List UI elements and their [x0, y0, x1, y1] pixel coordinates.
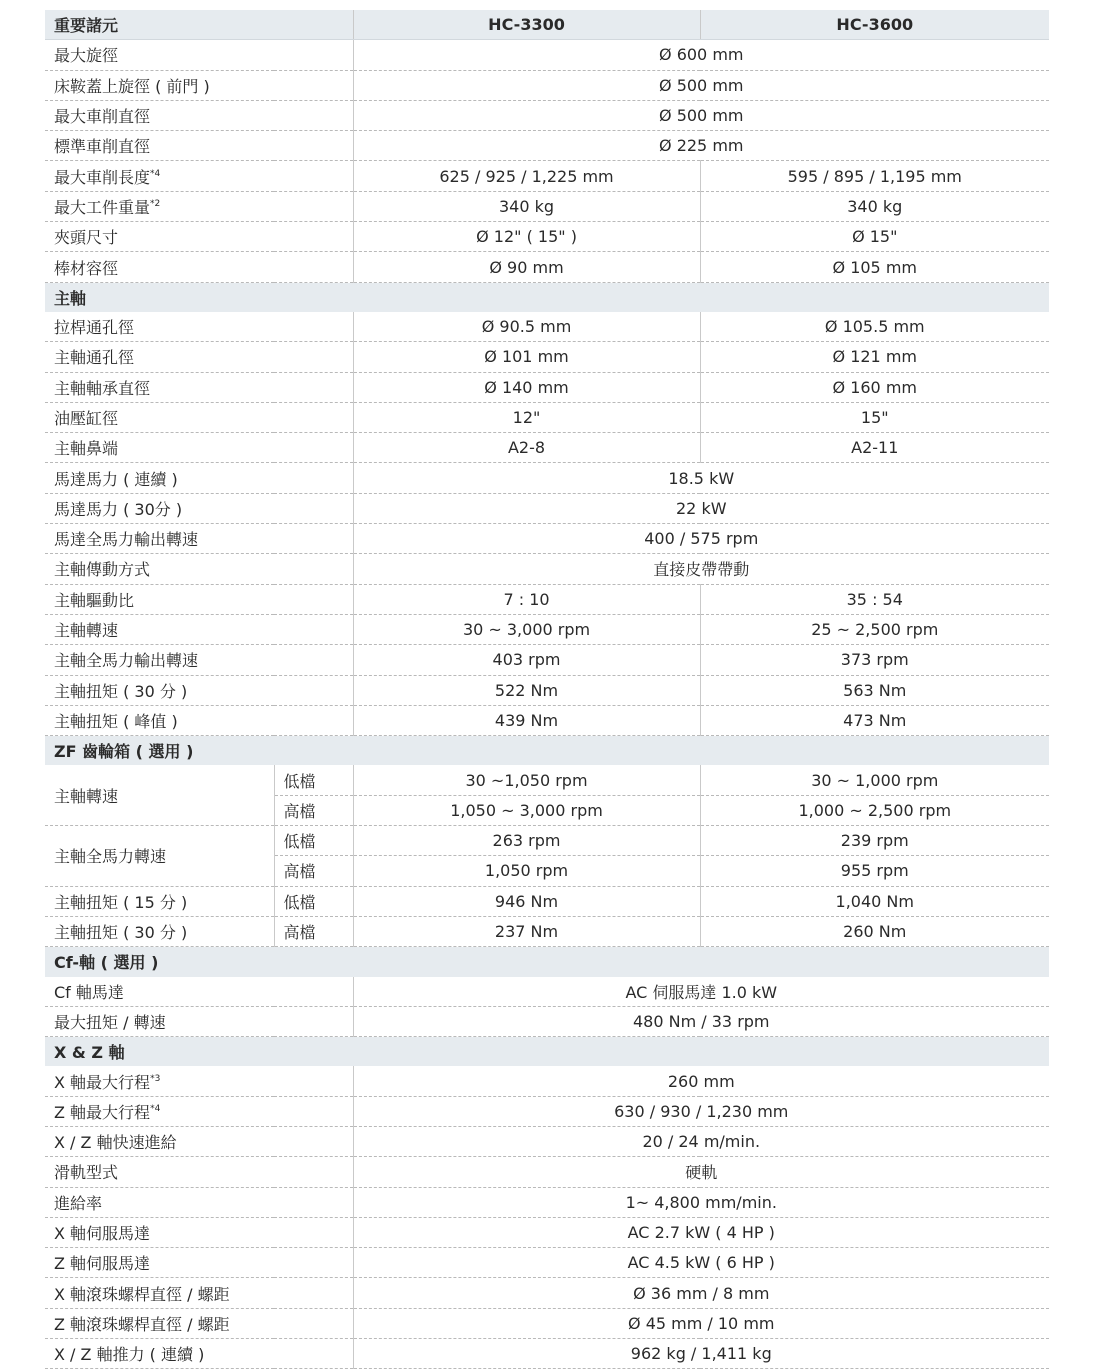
- spec-table: [45, 10, 1049, 1369]
- table-row: [45, 463, 1049, 493]
- row-label: 最大車削長度: [54, 167, 151, 187]
- value-model-a: 403 rpm: [353, 645, 700, 675]
- table-row: [45, 645, 1049, 675]
- header-param: 重要諸元: [45, 10, 353, 40]
- value-model-b: 15": [700, 402, 1049, 432]
- table-row: [45, 493, 1049, 523]
- table-row: [45, 191, 1049, 221]
- section-header: [45, 1037, 1049, 1067]
- footnote-mark: *3: [150, 1073, 161, 1084]
- gear-high-label: 高檔: [274, 795, 353, 825]
- section-title: Cf-軸 ( 選用 ): [45, 947, 1049, 977]
- table-row: [45, 1217, 1049, 1247]
- table-row: [45, 161, 1049, 191]
- row-label: 主軸全馬力轉速: [45, 826, 274, 887]
- value-model-b: Ø 15": [700, 222, 1049, 252]
- header-model-b: HC-3600: [700, 10, 1049, 40]
- row-value: 22 kW: [353, 493, 1049, 523]
- gear-low-label: 低檔: [274, 765, 353, 795]
- row-label: X 軸滾珠螺桿直徑 / 螺距: [45, 1278, 353, 1308]
- row-label: 主軸驅動比: [45, 584, 353, 614]
- row-value: 18.5 kW: [353, 463, 1049, 493]
- row-value: Ø 225 mm: [353, 131, 1049, 161]
- row-label-cell: [45, 1066, 353, 1096]
- value-model-a: 439 Nm: [353, 705, 700, 735]
- value-model-b: A2-11: [700, 433, 1049, 463]
- table-row: [45, 1006, 1049, 1036]
- value-model-a: 625 / 925 / 1,225 mm: [353, 161, 700, 191]
- section-header: [45, 282, 1049, 312]
- value-model-a: 1,050 ~ 3,000 rpm: [353, 795, 700, 825]
- value-model-a: 7 : 10: [353, 584, 700, 614]
- table-row: [45, 131, 1049, 161]
- table-row: [45, 1278, 1049, 1308]
- gear-high-label: 高檔: [274, 916, 353, 946]
- row-value: AC 2.7 kW ( 4 HP ): [353, 1217, 1049, 1247]
- value-model-a: 263 rpm: [353, 826, 700, 856]
- row-label: 拉桿通孔徑: [45, 312, 353, 342]
- table-row: [45, 1308, 1049, 1338]
- section-header: [45, 736, 1049, 766]
- value-model-b: 340 kg: [700, 191, 1049, 221]
- section-title: X & Z 軸: [45, 1037, 1049, 1067]
- table-row: [45, 977, 1049, 1007]
- footnote-mark: *4: [150, 1103, 161, 1114]
- row-label: 棒材容徑: [45, 252, 353, 282]
- row-label: 主軸扭矩 ( 30 分 ): [45, 675, 353, 705]
- row-value: 硬軌: [353, 1157, 1049, 1187]
- row-label: X / Z 軸推力 ( 連續 ): [45, 1339, 353, 1369]
- row-value: 260 mm: [353, 1066, 1049, 1096]
- table-row: [45, 1157, 1049, 1187]
- table-row: [45, 886, 1049, 916]
- table-row: [45, 1248, 1049, 1278]
- value-model-a: 12": [353, 402, 700, 432]
- row-label: 油壓缸徑: [45, 402, 353, 432]
- row-value: Ø 45 mm / 10 mm: [353, 1308, 1049, 1338]
- row-value: 直接皮帶帶動: [353, 554, 1049, 584]
- value-model-b: Ø 105.5 mm: [700, 312, 1049, 342]
- row-label: 最大工件重量: [54, 197, 151, 217]
- gear-low-label: 低檔: [274, 886, 353, 916]
- row-label: X 軸最大行程: [54, 1072, 151, 1092]
- table-header: [45, 10, 1049, 40]
- row-value: 20 / 24 m/min.: [353, 1126, 1049, 1156]
- footnote-mark: *4: [150, 168, 161, 179]
- value-model-b: 35 : 54: [700, 584, 1049, 614]
- row-value: AC 伺服馬達 1.0 kW: [353, 977, 1049, 1007]
- table-row: [45, 372, 1049, 402]
- value-model-b: Ø 105 mm: [700, 252, 1049, 282]
- row-label: 進給率: [45, 1187, 353, 1217]
- row-label: 最大車削直徑: [45, 100, 353, 130]
- value-model-a: Ø 12" ( 15" ): [353, 222, 700, 252]
- value-model-b: 1,040 Nm: [700, 886, 1049, 916]
- row-label: 夾頭尺寸: [45, 222, 353, 252]
- table-row: [45, 402, 1049, 432]
- value-model-b: 955 rpm: [700, 856, 1049, 886]
- value-model-b: 595 / 895 / 1,195 mm: [700, 161, 1049, 191]
- row-value: Ø 500 mm: [353, 70, 1049, 100]
- value-model-b: 260 Nm: [700, 916, 1049, 946]
- table-row: [45, 433, 1049, 463]
- value-model-b: 25 ~ 2,500 rpm: [700, 614, 1049, 644]
- row-value: Ø 500 mm: [353, 100, 1049, 130]
- table-row: [45, 1096, 1049, 1126]
- row-label: 馬達馬力 ( 30分 ): [45, 493, 353, 523]
- row-label: 主軸轉速: [45, 614, 353, 644]
- row-value: 400 / 575 rpm: [353, 524, 1049, 554]
- value-model-a: 340 kg: [353, 191, 700, 221]
- value-model-a: Ø 140 mm: [353, 372, 700, 402]
- row-label: Z 軸滾珠螺桿直徑 / 螺距: [45, 1308, 353, 1338]
- row-value: 630 / 930 / 1,230 mm: [353, 1096, 1049, 1126]
- row-label: 滑軌型式: [45, 1157, 353, 1187]
- row-label: 主軸全馬力輸出轉速: [45, 645, 353, 675]
- row-label: X / Z 軸快速進給: [45, 1126, 353, 1156]
- row-label: 主軸扭矩 ( 30 分 ): [45, 916, 274, 946]
- row-label: 主軸傳動方式: [45, 554, 353, 584]
- value-model-b: Ø 121 mm: [700, 342, 1049, 372]
- table-row: [45, 916, 1049, 946]
- table-row: [45, 1339, 1049, 1369]
- value-model-a: A2-8: [353, 433, 700, 463]
- row-label: Cf 軸馬達: [45, 977, 353, 1007]
- value-model-a: Ø 90 mm: [353, 252, 700, 282]
- table-row: [45, 554, 1049, 584]
- table-row: [45, 524, 1049, 554]
- table-row: [45, 1187, 1049, 1217]
- row-label: 最大旋徑: [45, 40, 353, 70]
- value-model-a: Ø 90.5 mm: [353, 312, 700, 342]
- row-label-cell: [45, 161, 353, 191]
- table-row: [45, 765, 1049, 795]
- row-label: Z 軸伺服馬達: [45, 1248, 353, 1278]
- value-model-b: 563 Nm: [700, 675, 1049, 705]
- row-value: 962 kg / 1,411 kg: [353, 1339, 1049, 1369]
- header-model-a: HC-3300: [353, 10, 700, 40]
- table-row: [45, 70, 1049, 100]
- section-title: ZF 齒輪箱 ( 選用 ): [45, 736, 1049, 766]
- footnote-mark: *2: [150, 198, 161, 209]
- row-value: Ø 600 mm: [353, 40, 1049, 70]
- table-row: [45, 826, 1049, 856]
- value-model-b: 373 rpm: [700, 645, 1049, 675]
- row-label: 主軸軸承直徑: [45, 372, 353, 402]
- table-row: [45, 614, 1049, 644]
- value-model-b: 30 ~ 1,000 rpm: [700, 765, 1049, 795]
- value-model-a: 522 Nm: [353, 675, 700, 705]
- gear-low-label: 低檔: [274, 826, 353, 856]
- row-label: 馬達馬力 ( 連續 ): [45, 463, 353, 493]
- row-label: 主軸鼻端: [45, 433, 353, 463]
- row-value: 1~ 4,800 mm/min.: [353, 1187, 1049, 1217]
- row-value: Ø 36 mm / 8 mm: [353, 1278, 1049, 1308]
- value-model-a: 30 ~ 3,000 rpm: [353, 614, 700, 644]
- row-value: AC 4.5 kW ( 6 HP ): [353, 1248, 1049, 1278]
- table-row: [45, 705, 1049, 735]
- row-label: 主軸扭矩 ( 15 分 ): [45, 886, 274, 916]
- row-label-cell: [45, 1096, 353, 1126]
- table-row: [45, 312, 1049, 342]
- section-header: [45, 947, 1049, 977]
- row-label: Z 軸最大行程: [54, 1102, 151, 1122]
- value-model-a: 1,050 rpm: [353, 856, 700, 886]
- value-model-a: Ø 101 mm: [353, 342, 700, 372]
- row-label: 標準車削直徑: [45, 131, 353, 161]
- value-model-a: 237 Nm: [353, 916, 700, 946]
- table-row: [45, 1066, 1049, 1096]
- row-label: 主軸扭矩 ( 峰值 ): [45, 705, 353, 735]
- row-label: 最大扭矩 / 轉速: [45, 1006, 353, 1036]
- row-label: 馬達全馬力輸出轉速: [45, 524, 353, 554]
- row-value: 480 Nm / 33 rpm: [353, 1006, 1049, 1036]
- value-model-a: 946 Nm: [353, 886, 700, 916]
- row-label-cell: [45, 191, 353, 221]
- value-model-b: 1,000 ~ 2,500 rpm: [700, 795, 1049, 825]
- table-row: [45, 40, 1049, 70]
- row-label: 床鞍蓋上旋徑 ( 前門 ): [45, 70, 353, 100]
- table-row: [45, 100, 1049, 130]
- value-model-b: 473 Nm: [700, 705, 1049, 735]
- gear-high-label: 高檔: [274, 856, 353, 886]
- section-title: 主軸: [45, 282, 1049, 312]
- value-model-b: Ø 160 mm: [700, 372, 1049, 402]
- row-label: 主軸通孔徑: [45, 342, 353, 372]
- table-row: [45, 675, 1049, 705]
- table-row: [45, 342, 1049, 372]
- table-row: [45, 584, 1049, 614]
- row-label: X 軸伺服馬達: [45, 1217, 353, 1247]
- table-row: [45, 1126, 1049, 1156]
- table-row: [45, 252, 1049, 282]
- table-row: [45, 222, 1049, 252]
- value-model-a: 30 ~1,050 rpm: [353, 765, 700, 795]
- row-label: 主軸轉速: [45, 765, 274, 825]
- value-model-b: 239 rpm: [700, 826, 1049, 856]
